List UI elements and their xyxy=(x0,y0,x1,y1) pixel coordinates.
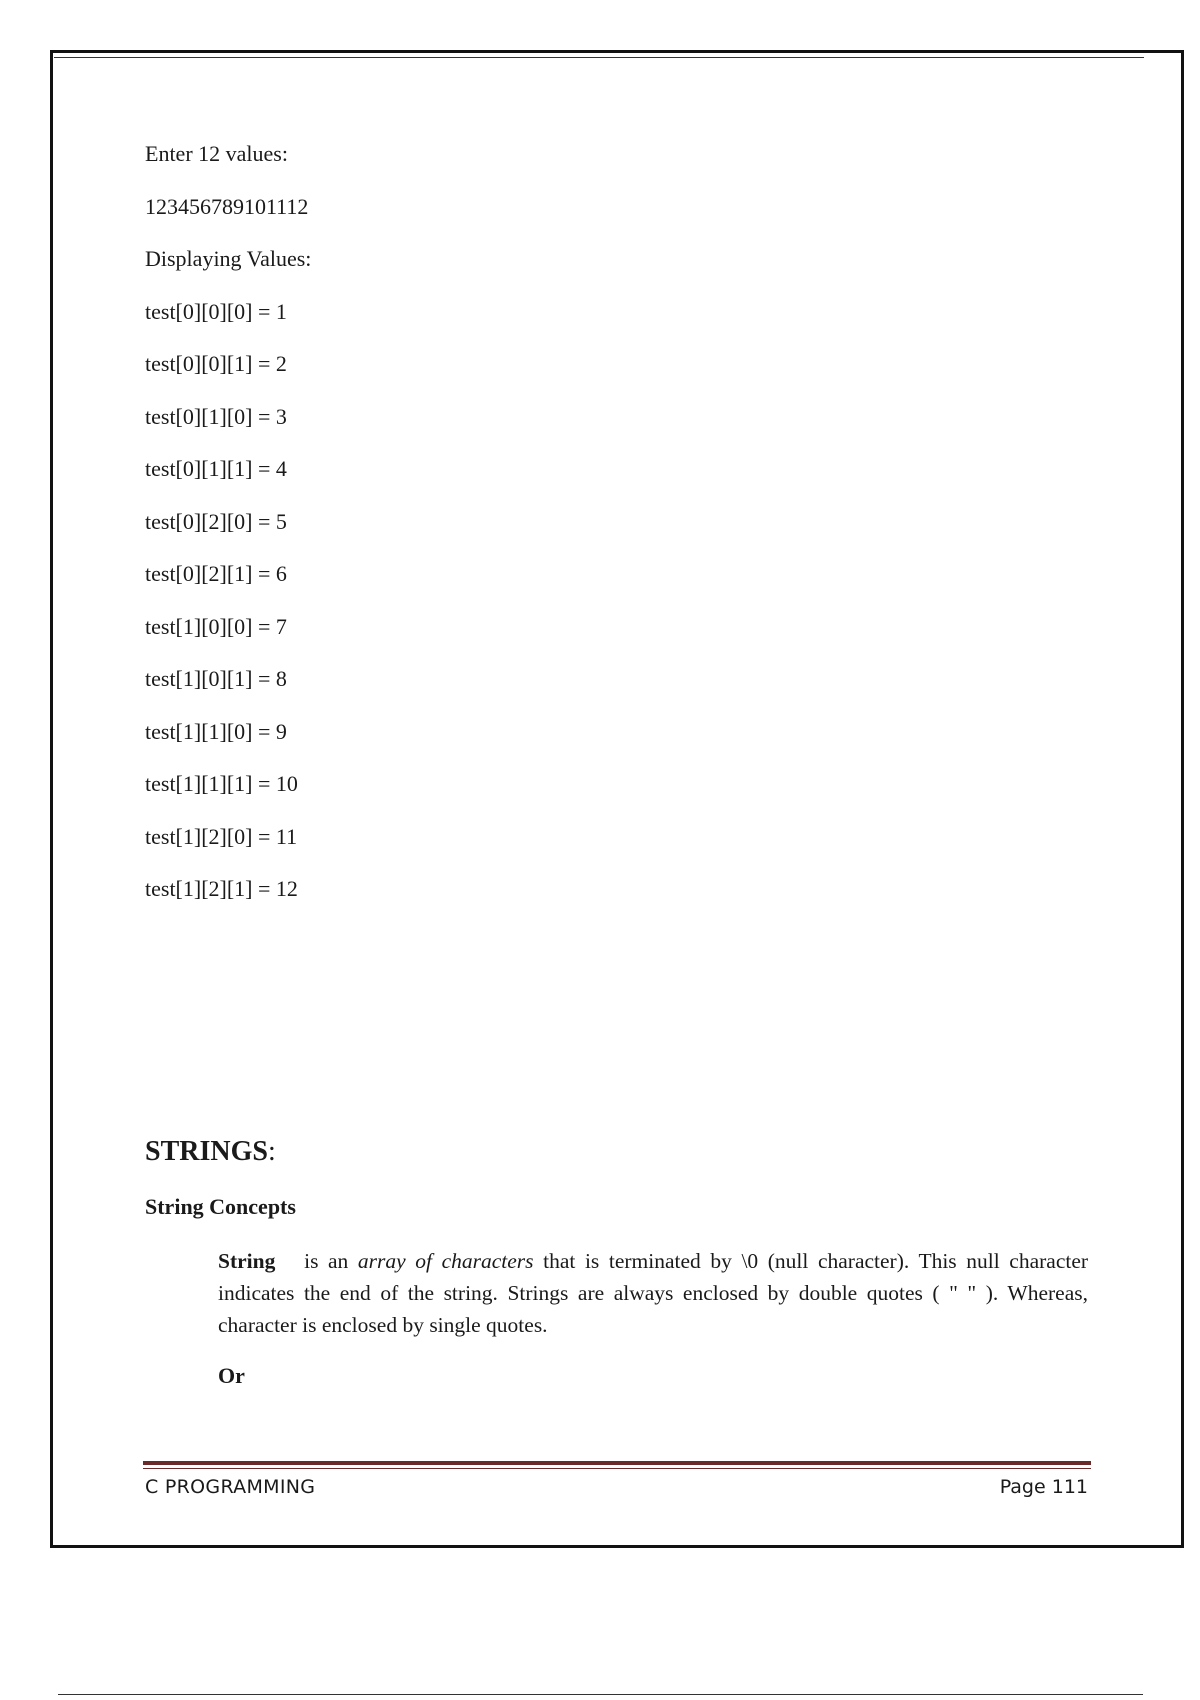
output-line: test[0][0][1] = 2 xyxy=(145,351,287,376)
output-line: test[0][1][1] = 4 xyxy=(145,456,287,481)
output-line: test[1][0][0] = 7 xyxy=(145,613,287,639)
output-line: test[0][2][0] = 5 xyxy=(145,508,287,534)
output-line: test[1][2][1] = 12 xyxy=(145,876,298,901)
or-label: Or xyxy=(218,1363,245,1388)
section-title: STRINGS xyxy=(145,1136,268,1167)
output-line: test[0][2][1] = 6 xyxy=(145,561,287,586)
footer-rule xyxy=(143,1461,1091,1465)
output-line: Displaying Values: xyxy=(145,246,312,271)
output-line: 123456789101112 xyxy=(145,193,309,219)
output-line: test[1][1][0] = 9 xyxy=(145,718,287,744)
para-term: String xyxy=(218,1249,276,1273)
output-line: test[0][1][0] = 3 xyxy=(145,403,287,429)
para-is-an: is an xyxy=(304,1249,349,1273)
program-output xyxy=(145,140,311,928)
footer-course-title: C PROGRAMMING xyxy=(145,1476,316,1498)
output-line: test[1][0][1] = 8 xyxy=(145,666,287,691)
para-rest: that is terminated by \0 (null character). This null character indicates the end of the string. Strings are always enclosed by double quotes ( " " ). Whereas, character is enclosed by single quotes. xyxy=(218,1249,1089,1337)
definition-paragraph xyxy=(218,1245,1088,1341)
output-line: test[0][0][0] = 1 xyxy=(145,298,287,324)
footer-page-number: Page 111 xyxy=(999,1476,1088,1498)
section-heading xyxy=(145,1134,276,1170)
section-title-colon: : xyxy=(267,1136,276,1167)
para-emphasis: array of characters xyxy=(357,1249,534,1273)
subheading: String Concepts xyxy=(145,1194,296,1219)
footer-rule-thin xyxy=(143,1468,1091,1469)
output-line: Enter 12 values: xyxy=(145,141,288,166)
output-line: test[1][2][0] = 11 xyxy=(145,823,298,849)
bottom-rule xyxy=(58,1694,1143,1695)
output-line: test[1][1][1] = 10 xyxy=(145,771,298,796)
top-rule xyxy=(54,57,1144,58)
